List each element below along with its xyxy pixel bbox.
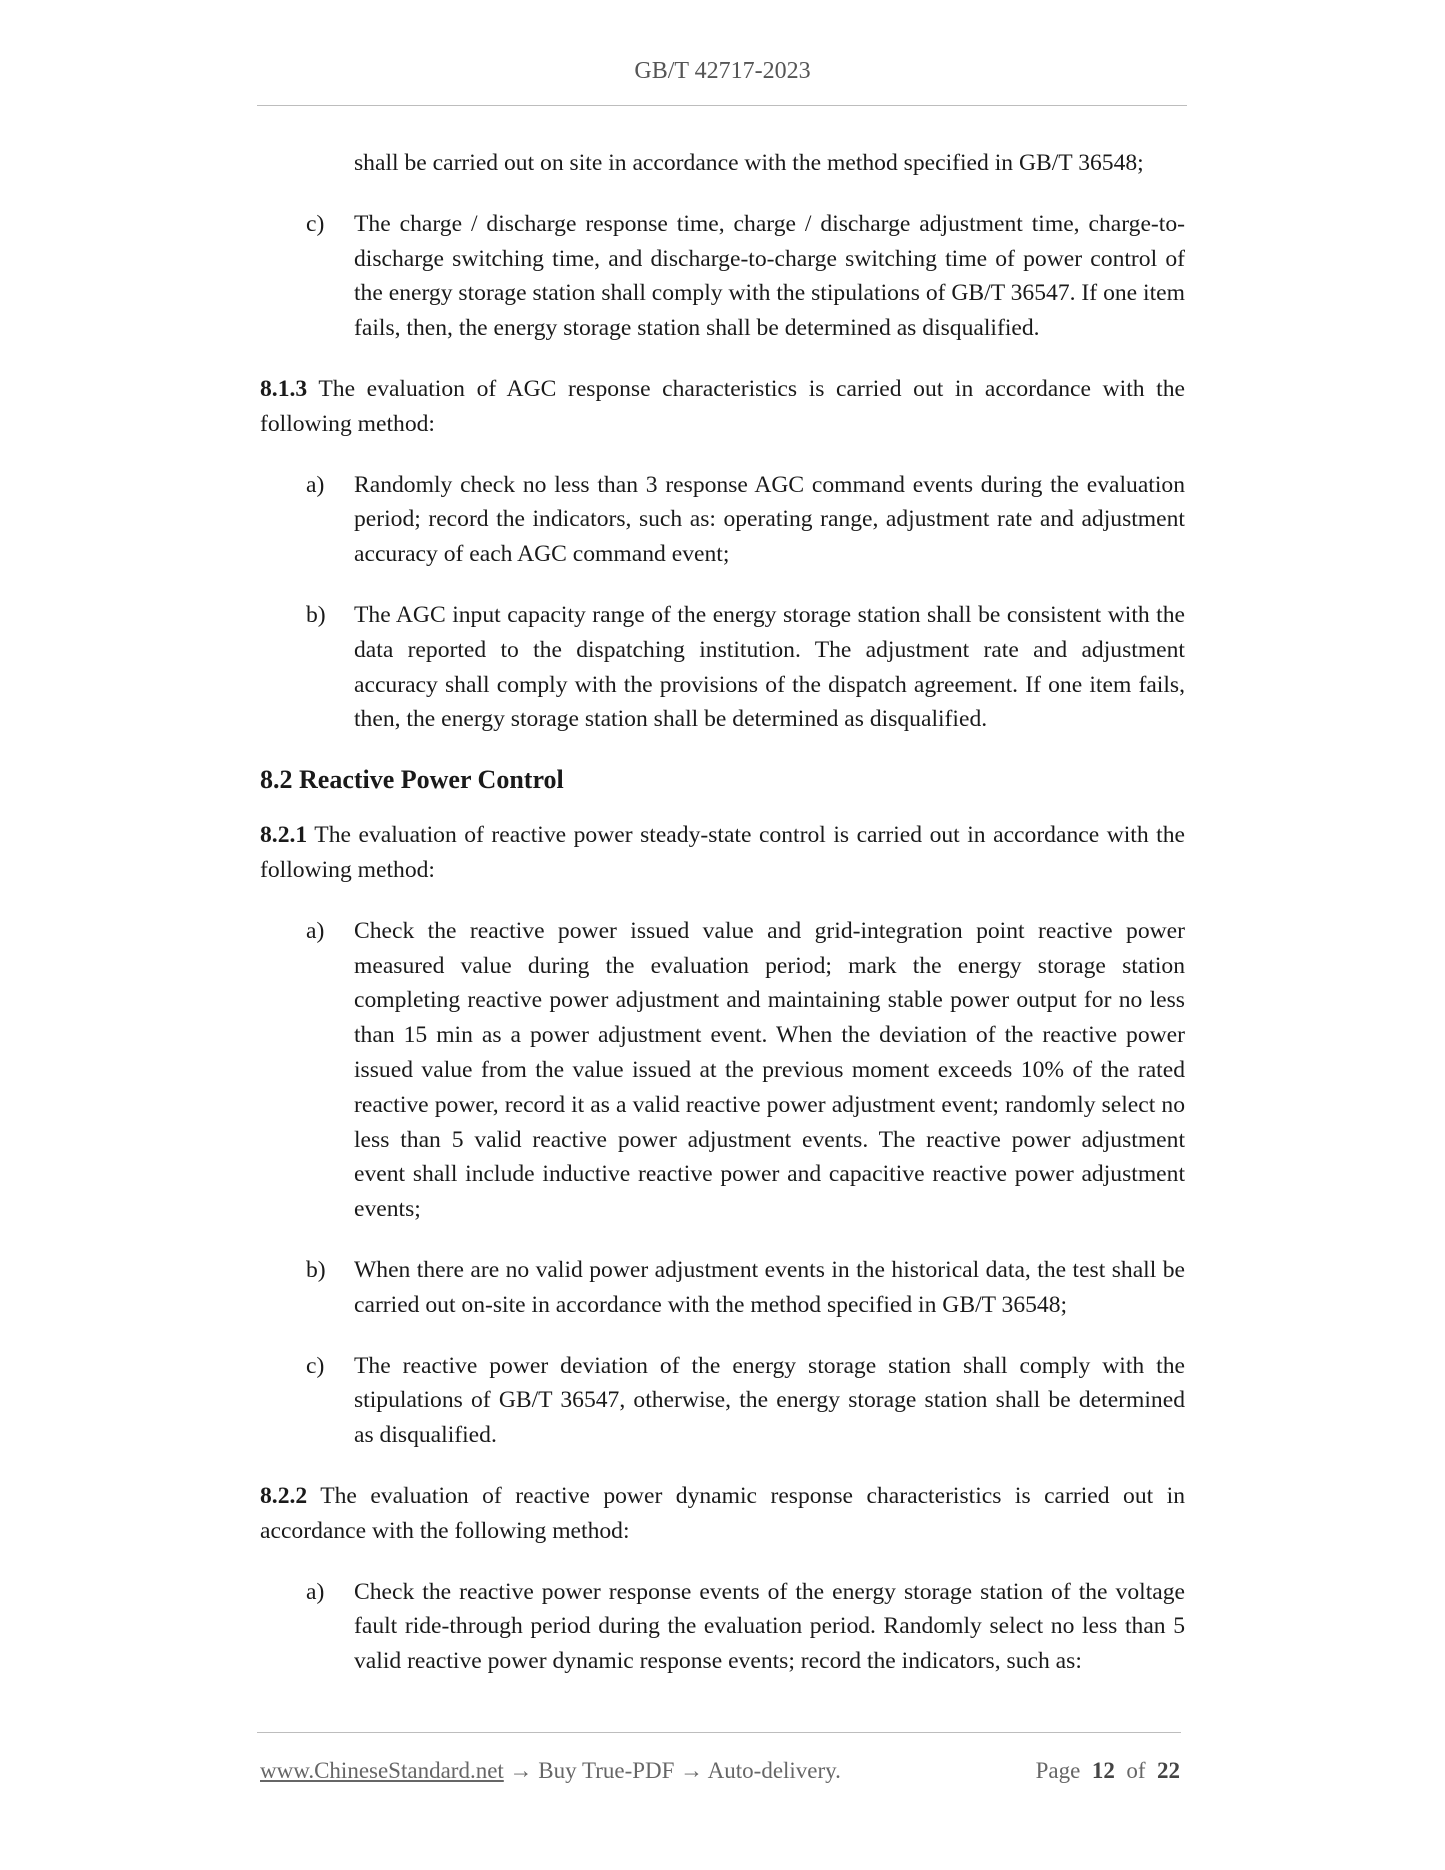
clause-8-2-2 xyxy=(260,1479,1185,1549)
list-item-text: shall be carried out on site in accordance with the method specified in GB/T 36548; xyxy=(354,150,1144,176)
list-item-text: Randomly check no less than 3 response AGC command events during the evaluation period; record the indicators, such as: operating range, adjustment rate and adjustment accuracy of each AGC command event; xyxy=(354,471,1185,568)
document-body xyxy=(260,146,1185,1705)
list-marker: a) xyxy=(306,1578,325,1605)
page-number: 12 xyxy=(1091,1758,1115,1783)
page-header: GB/T 42717-2023 xyxy=(634,58,811,84)
list-item xyxy=(260,146,1185,181)
list-item-text: The reactive power deviation of the energy storage station shall comply with the stipulations of GB/T 36547, otherwise, the energy storage station shall be determined as disqualified. xyxy=(354,1352,1185,1449)
section-heading: 8.2 Reactive Power Control xyxy=(260,765,564,795)
page-label: Page xyxy=(1035,1758,1081,1783)
list-item xyxy=(260,207,1185,346)
clause-text: The evaluation of reactive power dynamic response characteristics is carried out in accordance with the following method: xyxy=(260,1482,1185,1544)
clause-number: 8.2.2 xyxy=(260,1482,308,1509)
list-marker: b) xyxy=(306,1256,326,1283)
list-marker: c) xyxy=(306,210,325,237)
page-footer xyxy=(260,1758,1180,1784)
list-item xyxy=(260,1349,1185,1453)
list-item-text: The charge / discharge response time, charge / discharge adjustment time, charge-to-discharge switching time, and discharge-to-charge switching time of power control of the energy storage station shall comply with the stipulations of GB/T 36547. If one item fails, then, the energy storage station shall be determined as disqualified. xyxy=(354,210,1185,342)
list-marker: b) xyxy=(306,601,326,628)
site-link[interactable]: www.ChineseStandard.net xyxy=(260,1758,504,1783)
list-marker: a) xyxy=(306,917,325,944)
list-item xyxy=(260,1575,1185,1679)
clause-text: The evaluation of AGC response characteristics is carried out in accordance with the following method: xyxy=(260,375,1185,437)
clause-number: 8.1.3 xyxy=(260,375,308,402)
page-total: 22 xyxy=(1157,1758,1180,1783)
list-item-text: The AGC input capacity range of the energy storage station shall be consistent with the data reported to the dispatching institution. The adjustment rate and adjustment accuracy shall comply with the provisions of the dispatch agreement. If one item fails, then, the energy storage station shall be determined as disqualified. xyxy=(354,601,1185,733)
list-item-text: Check the reactive power response events of the energy storage station of the voltage fault ride-through period during the evaluation period. Randomly select no less than 5 valid reactive power dynamic response events; record the indicators, such as: xyxy=(354,1578,1185,1675)
clause-8-2-1 xyxy=(260,818,1185,888)
clause-number: 8.2.1 xyxy=(260,822,308,849)
header-divider xyxy=(257,105,1187,106)
list-item xyxy=(260,914,1185,1227)
list-item xyxy=(260,598,1185,737)
list-item-text: When there are no valid power adjustment events in the historical data, the test shall be carried out on-site in accordance with the method specified in GB/T 36548; xyxy=(354,1256,1185,1318)
list-item xyxy=(260,468,1185,572)
clause-text: The evaluation of reactive power steady-state control is carried out in accordance with the following method: xyxy=(260,822,1185,883)
list-item xyxy=(260,1253,1185,1323)
list-item-text: Check the reactive power issued value and grid-integration point reactive power measured value during the evaluation period; mark the energy storage station completing reactive power adjustment and maintaining stable power output for no less than 15 min as a power adjustment event. When the deviation of the reactive power issued value from the value issued at the previous moment exceeds 10% of the rated reactive power, record it as a valid reactive power adjustment event; randomly select no less than 5 valid reactive power adjustment events. The reactive power adjustment event shall include inductive reactive power and capacitive reactive power adjustment events; xyxy=(354,917,1185,1223)
of-label: of xyxy=(1126,1758,1146,1783)
footer-divider xyxy=(257,1732,1181,1733)
list-marker: c) xyxy=(306,1352,325,1379)
footer-promo: → Buy True-PDF → Auto-delivery. xyxy=(503,1758,841,1783)
list-marker: a) xyxy=(306,471,325,498)
clause-8-1-3 xyxy=(260,372,1185,442)
page-indicator xyxy=(1036,1758,1180,1784)
